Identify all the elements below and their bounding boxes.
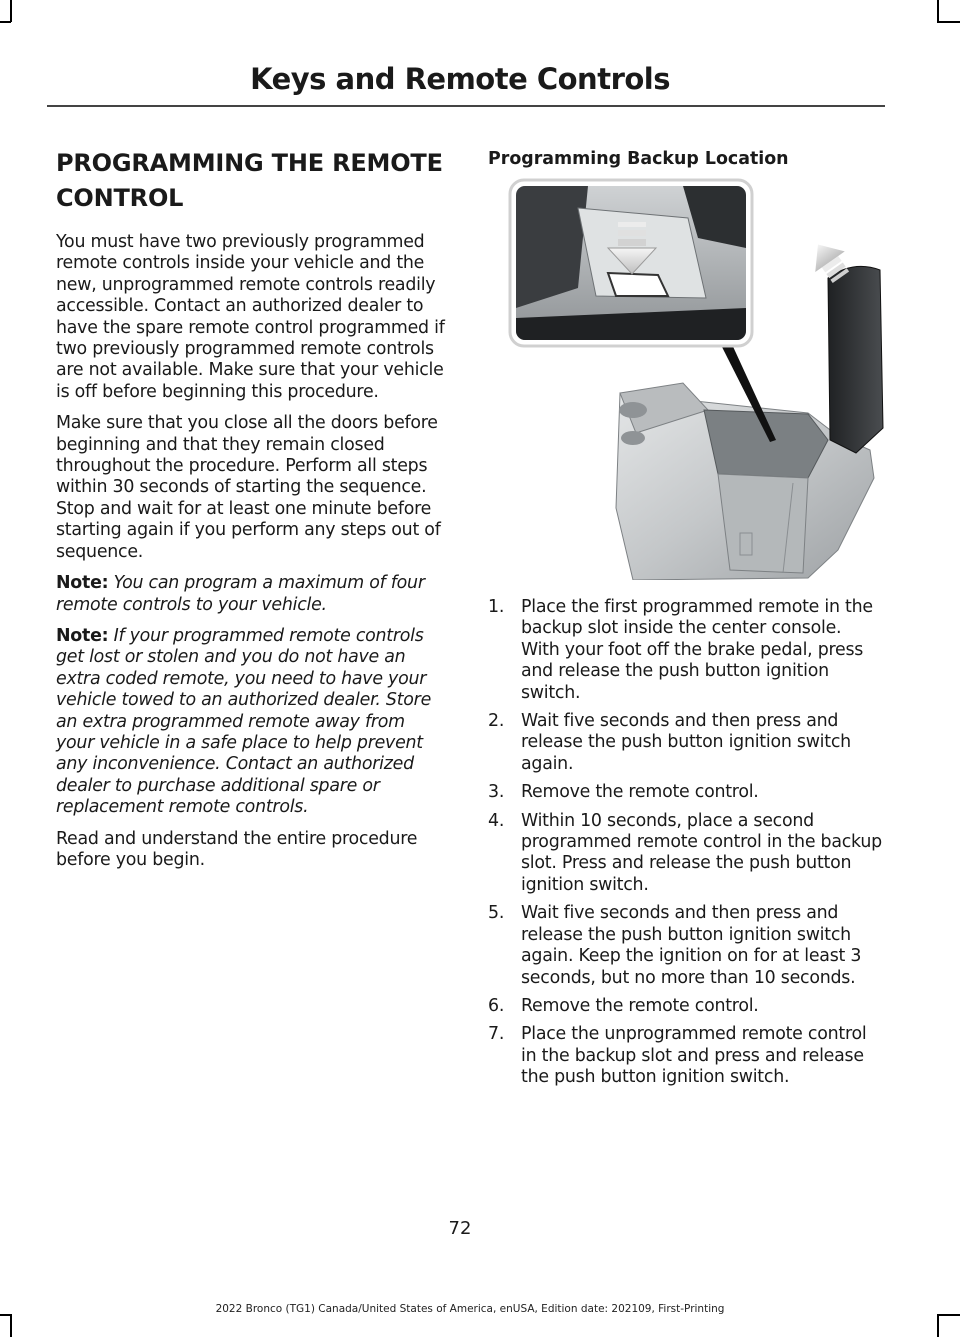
note-label: Note: <box>56 625 109 646</box>
list-item <box>488 811 884 897</box>
list-item <box>488 903 884 989</box>
note-text: You can program a maximum of four remote controls to your vehicle. <box>56 573 425 615</box>
note-lost-remotes <box>56 626 448 819</box>
crop-mark <box>10 0 12 22</box>
step-number: 1. <box>488 597 505 617</box>
list-item <box>488 1024 884 1088</box>
step-number: 7. <box>488 1024 505 1045</box>
header-divider <box>47 105 885 107</box>
page-footer: 2022 Bronco (TG1) Canada/United States of America, enUSA, Edition date: 202109, First-Printing <box>215 1303 725 1315</box>
step-text: Wait five seconds and then press and release the push button ignition switch again. Keep the ignition on for at least 3 seconds, but no more than 10 seconds. <box>521 903 862 988</box>
section-title: PROGRAMMING THE REMOTE CONTROL <box>56 149 443 212</box>
step-text: Remove the remote control. <box>521 995 759 1016</box>
step-number: 4. <box>488 810 505 831</box>
backup-slot-illustration <box>508 178 886 580</box>
step-number: 3. <box>488 782 505 803</box>
list-item <box>488 597 884 704</box>
crop-mark <box>0 21 11 23</box>
page-header-title: Keys and Remote Controls <box>250 62 670 96</box>
step-text: Wait five seconds and then press and release the push button ignition switch again. <box>521 711 851 774</box>
list-item <box>488 996 884 1017</box>
left-column <box>56 146 448 881</box>
note-max-remotes <box>56 573 448 616</box>
programming-steps <box>488 597 884 1096</box>
step-text: Remove the remote control. <box>521 782 759 803</box>
crop-mark <box>937 0 939 22</box>
crop-mark <box>937 1314 939 1337</box>
doors-paragraph: Make sure that you close all the doors before beginning and that they remain closed throughout the procedure. Perform all steps within 30 seconds of starting the sequence. Stop and wait for at least one minute before starting again if you perform any steps out of sequence. <box>56 413 441 562</box>
crop-mark <box>937 1314 960 1316</box>
crop-mark <box>10 1314 12 1337</box>
step-text: Place the unprogrammed remote control in the backup slot and press and release the push button ignition switch. <box>521 1024 867 1088</box>
list-item <box>488 711 884 775</box>
intro-paragraph: You must have two previously programmed remote controls inside your vehicle and the new, unprogrammed remote controls readily accessible. Contact an authorized dealer to have the spare remote control programmed if two previously programmed remote controls are not available. Make sure that your vehicle is off before beginning this procedure. <box>56 232 445 402</box>
right-column <box>488 146 884 170</box>
page-number: 72 <box>448 1218 472 1239</box>
note-label: Note: <box>56 573 109 594</box>
step-text: Within 10 seconds, place a second programmed remote control in the backup slot. Press and release the push button ignition switch. <box>521 810 882 895</box>
crop-mark <box>937 21 960 23</box>
closing-paragraph: Read and understand the entire procedure before you begin. <box>56 828 418 870</box>
step-text: Place the first programmed remote in the backup slot inside the center console. With your foot off the brake pedal, press and release the push button ignition switch. <box>521 597 873 703</box>
list-item <box>488 782 884 803</box>
step-number: 2. <box>488 711 505 732</box>
backup-location-title: Programming Backup Location <box>488 149 789 169</box>
step-number: 5. <box>488 903 505 924</box>
note-text: If your programmed remote controls get lost or stolen and you do not have an extra coded remote, you need to have your vehicle towed to an authorized dealer. Store an extra programmed remote away from your vehicle in a safe place to help prevent any inconvenience. Contact an authorized dealer to purchase additional spare or replacement remote controls. <box>56 625 432 818</box>
step-number: 6. <box>488 995 505 1016</box>
